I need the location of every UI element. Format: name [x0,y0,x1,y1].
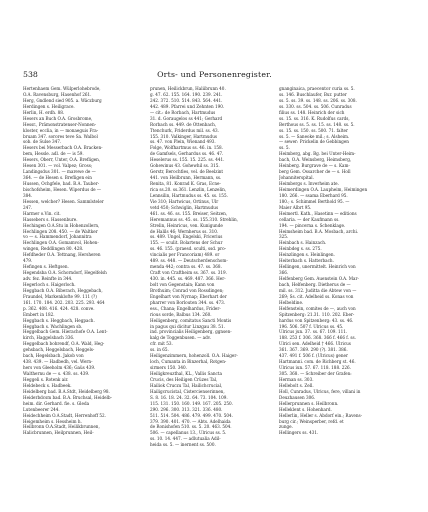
index-line: Heldebeck s. Hadbeek. [23,382,72,388]
index-line: g. 47. 62. 155. 164. 190. 239. 241. [150,91,223,97]
index-line: 379. 390. 401. 470. — Abts. Adelhaida [150,418,231,424]
index-line: Helfenberg Gem. Auenstein O.A. Mar- [279,276,359,281]
index-line: kalg de Toggenbusen. — adv. [150,335,211,341]
index-line: heida ss. 5. — inernent ss. 500. [150,442,216,448]
index-line: Heiligenzimmern, hohenzoll. O.A. Haiger- [150,353,238,359]
index-line: Hegendsba O.A. Schorndorf, Hegelfelsh [23,270,107,276]
index-line: Harmer o.Vin. cit. [23,210,61,216]
index-line: Ulricus jun. 37. ss. 67. 109. 111. [279,329,348,335]
index-line: Gerstr, Berochtles, vel. de Beelzint [150,169,224,175]
index-line: rious sorde, Balbus 134. 260. [150,311,212,317]
index-line: 155. — sculit. Bolartens der Schur [150,240,223,246]
index-line: 305. 368. — Schreiber der Grafen: [279,371,352,376]
index-line: 430. in. 445. ss. 469. 487. 366. Her- [150,276,226,281]
index-line: Halicbrunnen, Heilprunnen, Heil- [23,430,94,436]
index-line: ss. in 65. [150,347,169,353]
index-line: Heinzlingen s. Heinlingen. [279,252,335,258]
index-line: Craft von Craftheim ss. 367. ss. 319. [150,270,227,276]
index-line: Hechingen O.A.Stu in Hohenzollern, [23,222,100,228]
index-line: burg cir.; Weinsperber, refd. et [279,418,344,424]
index-line: 196. 506. 507 f. Ulricus ss. 45. [279,323,344,329]
index-line: Heggbach s. Wachlingen sb. [23,323,83,329]
index-line: Holl, Cunradus, Ulricus, fere, villani in [279,388,361,394]
index-line: — sewer: Prickelin de Gebbingen [279,139,349,145]
index-line: Herdingen s. Heiligrace. [23,103,75,109]
index-line: cellaria. — der Kaufmann ss. [279,216,340,222]
index-line: Renita, 81. Konrad K. Gras, Ecne- [150,181,221,186]
index-line: Vie 310; Hartwicus, Ortinus, Ulr [150,198,219,204]
index-line: ss. 15. ss. 150. ss. 500. 71. falter [279,127,348,133]
index-line: ess., Chana; Engelhardus, Frider- [150,305,221,311]
index-line: cfr. mit 53. [150,341,173,347]
index-line: Embert in 182. [23,311,55,317]
index-line: 161. 170. 184. 202. 203. 225. 293. 464 [23,299,105,305]
index-line: — cit.: de Rorbach, Hartmudus [150,109,216,115]
index-line: 489. ss. 448. — Deutscherdenschom- [150,258,228,264]
index-line: Gohewinus 43. Gohewhil ss. 315. [150,163,220,169]
index-line: kloster, ecclia, in — monaeguis Fra- [23,127,99,133]
index-line: 361. 367. 369. 290 (?). 381. 386. [279,347,348,353]
index-line: pharrer von Borlouten 344. ss. 473. [150,299,226,305]
index-line: Heiterbach s. Hatterbach. [279,258,334,264]
index-line: bach, Helfenberg. Dietherus de — [279,281,351,287]
index-line: Deuzhausen 306. [279,394,316,400]
index-line: ss. 5. ss. 39. ss. 148. ss. 206. ss. 308. [279,97,357,103]
index-line: vincialis per Francoriam) 489. or [150,252,220,258]
index-line: Heinbach s. Hainzach. [279,240,327,246]
index-line: Herlin, H. erdh. 88. [23,109,65,115]
index-line: Hellerprunnen s. Heilbronn. [279,400,339,406]
index-line: Hussen, Ochgfele, bad. B.A. Tauber- [23,181,100,186]
index-line: 194. — pincerna s. Schenklage. [279,222,346,228]
index-line: bruam 347. sorores teve Sa. Walbol [23,133,98,139]
index-line: 180. 266. — ssama Eberhard 95. [279,192,348,198]
index-line: 325. [279,234,289,240]
index-line: 384. [23,192,33,198]
index-line: Ulricus iun. 57. 67. 118. 188. 226. [279,365,351,371]
page-header [23,70,406,82]
index-line: Brothuim; Conrad von Rossdingen; [150,287,224,293]
index-line: Fraundel, Markenklofte 99. 111 (?) [23,293,97,299]
index-line: adv. fez. Reinfte in 344. [23,276,73,281]
index-line: 269; Ss. cit. Adelheid ss. Konas von [279,293,354,299]
index-line: filius ss. 148. Heinrich der sich [279,109,345,115]
index-line: bolt von Gegenstain; Kann von [150,281,215,287]
index-line: S. 8. 16. 18. 24. 32. 64. 73. 104. 109. [150,394,228,400]
index-line: Ttenchurk, Friderdus mil. ss. 43. [150,127,220,133]
index-line: Folge, Wolfhartmus ss. 46. in. 158. [150,145,223,151]
index-line: Heiderbdcsm bad. B.A. Bruchsal, Heidelb- [23,394,112,400]
index-line: Hefdheder O.A. Tettnang, Hersheren [23,252,101,258]
index-line: berg Gem. Ossarcher de — s. Holl [279,169,351,175]
index-line: Hessen, welcher? Hesen. Sammlsteler [23,198,104,204]
index-line: Heidechheim O.A.Stadt, Herrenhoff 52. [23,412,106,418]
index-line: Hesers bei Messerbach O.A. Bracken- [23,145,103,151]
index-line: vo — s. Hammendorf, Johannitra [23,234,92,240]
index-line: Engelhart von Nyrnap; Eberhart der [150,293,227,299]
index-line: vetd 450; Schwiglin, Hartmudus [150,204,219,210]
index-line: Heimerdingen O.A. Laupheim, Heimingen [279,186,368,192]
index-line: menda 442; contra ss. 47. ss. 368. [150,264,222,270]
index-line: gehsbach, Heggelsbach, Heggels- [23,347,95,353]
index-line: ind. provincialis Heiligenberg, ggnsen- [150,329,232,335]
index-line: 364. — de Hesen s. Brefligen ein [23,175,92,181]
index-line: Hartmanni. com. de Richberg st. 46. [279,359,356,365]
index-line: Rorbach ss. 449. de Ottenbach, [150,121,217,127]
index-line: Heggelbach bohrendf, O.A. Wald, Heg- [23,341,105,347]
index-line: Hesers, Oberr, Unter, O.A. Brefligen, [23,157,101,163]
index-line: Ulrici sen. Adelheid † 466. Ulricus [279,341,351,347]
index-line: Heiligenberg, comitatus Sancti Montis [150,317,232,323]
index-line: de Halils 46; Wernherus ss. 310. [150,228,219,234]
index-line: Hefingen s. Heftgsen. [23,264,69,270]
index-line: in pagus qui dicitur Linzgau 38. 51. [150,323,225,329]
index-line: prunen, Heilickbrun, Haliibrunn 40. [150,86,226,91]
index-line: 479. [23,258,33,264]
index-line: ss. 489. Ungel, Engelski, Fricerius [150,234,223,240]
index-line: ss. 15. ss. 316. K. Rudolfus cards, [279,115,350,121]
index-line: Helleklent s. Hohenhard. [279,406,332,412]
index-line: ss. 5. — Saneoke mil.; s. Alsheim. [279,133,350,139]
index-line: Hellebolt s. Zell. [279,382,314,388]
index-line: 180.; s. Schimmel Berthold 95. — [279,198,350,204]
index-line: mil. ss. 312. Juditta die Abtew von — [279,287,357,293]
index-line: Lennsilin, Hartmudus ss. 45. ss. 155. [150,192,228,198]
index-line: ss. 5. [279,145,290,151]
index-line: Heiligkreuzthal, KL., Vallis Sancta [150,371,222,376]
index-line: ss. 10. 14. 447. — adlutualia Adil- [150,436,221,442]
index-line: Strelin, Heinricus, ven. Kunigunde [150,222,223,228]
index-line: bach, Hegelsbach. Jakob von [23,353,84,359]
index-line: Helbeldine. [279,299,304,305]
index-line: Hailiok Cruczu Tal, Hailichcrucial, [150,382,223,388]
index-line: zunge. [279,424,293,430]
index-line: 31. d. Goraugelos ss 441; Gerhard [150,115,223,121]
index-line: bem, Hessle. adl. de — is 59. [23,151,84,157]
index-line: Lutenbeerer 244. [23,406,60,412]
index-line: heim. dir. Gerhard. fie. s. Gleda [23,400,90,406]
index-line: Herman ss. 303. [279,376,314,382]
index-line: wingen, Reddlingen 80. 428. [23,246,84,252]
index-line: Heggelbach Gem. Hierachofe O.A. Lent- [23,329,108,335]
index-line: Heinbdeg s. ss. 275. [279,246,322,252]
index-line: Hessr., Prämonstratenser-Nonnen- [23,121,97,127]
index-line: ss. 47. von Plein, Wienand 493. [150,139,216,145]
index-line: Maier Albrt 95. [279,204,312,210]
index-line: 437. 491 f. 506 f. (Ulricus) gener [279,353,348,359]
index-line: Heidelberg bad. B.A.Stdt, Heidelberg 98. [23,388,110,394]
index-line: 188. 253 f. 306. 368. 366 f. 466 f. ss. [279,335,356,341]
index-line: Spitzenberg: 21.31. 110. 202. Eber- [279,311,355,317]
index-line: 441. von Heilbrunn, Hermann, ss. [150,175,222,181]
index-line: 242. 372. 510. 514. 843. 564. 441. [150,97,223,103]
index-line: Johanniterspital. [279,175,314,181]
index-line: de Ronishofen 510. ss. 5. 20. 463. 504. [150,424,232,430]
index-line: Heimertl. Kath., Hasetinn — editions [279,210,357,216]
index-line: 247. [23,204,33,210]
index-line: 511. 514. 504. 486. 479. 499. 470. 504. [150,412,233,418]
index-line: Hellerlin, Heller s. Abdorf ein.; Ravens- [279,412,363,418]
index-line: Heselerus ss. 155. 15. 225. ss. 441. [150,157,225,163]
index-line: Hesers an Buch O.A. Grosbrome, [23,115,93,121]
index-line: 438. 439. — Hadbedh, vel. Wern- [23,359,93,365]
index-line: bach, O.A. Weinsberg, Heimsberg, [279,157,352,163]
running-title: Orts- und Personenregister. [157,70,272,79]
index-line: 506. — capellanus 13., Ulricus ss. 5. [150,430,227,436]
index-line: Hegerloch s. Haigerloch. [23,281,76,287]
index-line: Berthous ss. 5. ss. 15. ss. 148. ss. 5. [279,121,355,127]
index-line: hers von Gleeholm 436; Gaüs 439. [23,365,96,371]
index-line: O.A. Ravensburg, Hasenhof 261. [23,91,92,97]
index-line: Heimsheim bad. B.A. Mosbach, archi. [279,228,359,234]
index-line: sirmers 150. 340. [150,365,187,371]
index-column-right [279,86,406,436]
index-line: 290. 296. 300. 313. 321. 336. 480. [150,406,223,412]
index-line: 155. 310. Valkinger, Hartmudus [150,133,217,139]
index-line: Heimbergs s. Inverheim ate. [279,181,339,186]
index-line: Walthernu de — s. 438. ss. 439. [23,371,90,376]
index-column-left [23,86,145,436]
index-line: ss. 330. ss. 504. ss. 506. Cunradus [279,103,352,109]
index-line: de Gamfsels, Gerhardus ss. 46. 47. [150,151,224,157]
index-line: Hassebers s. Hassenbure. [23,216,78,222]
page-number: 538 [23,70,38,79]
index-line: Crucis, des Heiligen Crüzes Tal, [150,376,218,382]
index-line: Hailigcrucistal, Cistercienserinnen, [150,388,225,394]
index-line: Heilbronn O.A.Stadt, Heilikbrunnen, [23,424,100,430]
index-line: Hesen 301. — vol. Valpez; Gross; [23,163,93,169]
index-line: kirch, Haggelsbach 336. [23,335,75,341]
index-line: Hertenhaem Gem. Wülperlohebrode, [23,86,101,91]
index-line: 461. ss. 46. ss. 155. Breiser, Seitzen, [150,210,228,216]
index-line: Landingsdus 301. — marewe de — [23,169,96,175]
index-line: gnanginaica, praecentor curia ss. 5. [279,86,355,91]
index-line: Hechlingen O.A. Gomamvol, Hohen- [23,240,99,246]
index-column-middle [150,86,274,448]
index-line: Herg, Gndlend sied 905. a. Wäczburg [23,97,102,103]
index-line: Hechlingen 208. 450. — de Waltker [23,228,98,234]
index-line: Heinberg. Burgrave de — s. Kam- [279,163,350,169]
index-line: Heigemheim s. Hessheim h. [23,418,82,424]
index-line: sob. de Sulse 347. [23,139,62,145]
index-line: Heimberg, abg. Bg. bei Unter-Heim- [279,151,356,157]
index-line: Heggbach O.A. Biberach, Heggebach, [23,287,103,293]
index-line: Heggbach s. Heggbach, Hegpach. [23,317,95,323]
index-line: Heggeli s. Rotenk air. [23,376,69,382]
index-line: 115. 131. 150. 160. 149. 167. 205. 250. [150,400,233,406]
index-line: ss. 146. Buschlaufer, Bur. putter [279,91,347,97]
index-line: 442. 489. Pfarrei und Zehnten 190. [150,103,225,109]
index-line: Hellingen, unermittelt. Heinrich von [279,264,356,270]
index-line: 366. [279,270,289,276]
index-line: bischofsheim, Hesen. Wiperdus de — [23,186,102,192]
index-line: hardus von Spitzenberg: 43. ss. 46. [279,317,354,323]
index-line: loch, Cumanta in Binzerhal, Rotgen- [150,359,227,365]
index-line: p. 362. 408. 416. 424. 428. conve. [23,305,95,311]
index-line: ss. 46. 155. (praesd. sculti, ssd. pro- [150,246,227,252]
index-line: Heremannus ss. 45. ss. 155.310. Strehlin, [150,216,238,222]
index-line: Helfenstein, comites de —, auch von [279,305,356,311]
index-line: Hellingers ss. 431. [279,430,319,436]
index-line: rica ss.20. ss.361. Lenzlin, Lenzelin, [150,186,227,192]
